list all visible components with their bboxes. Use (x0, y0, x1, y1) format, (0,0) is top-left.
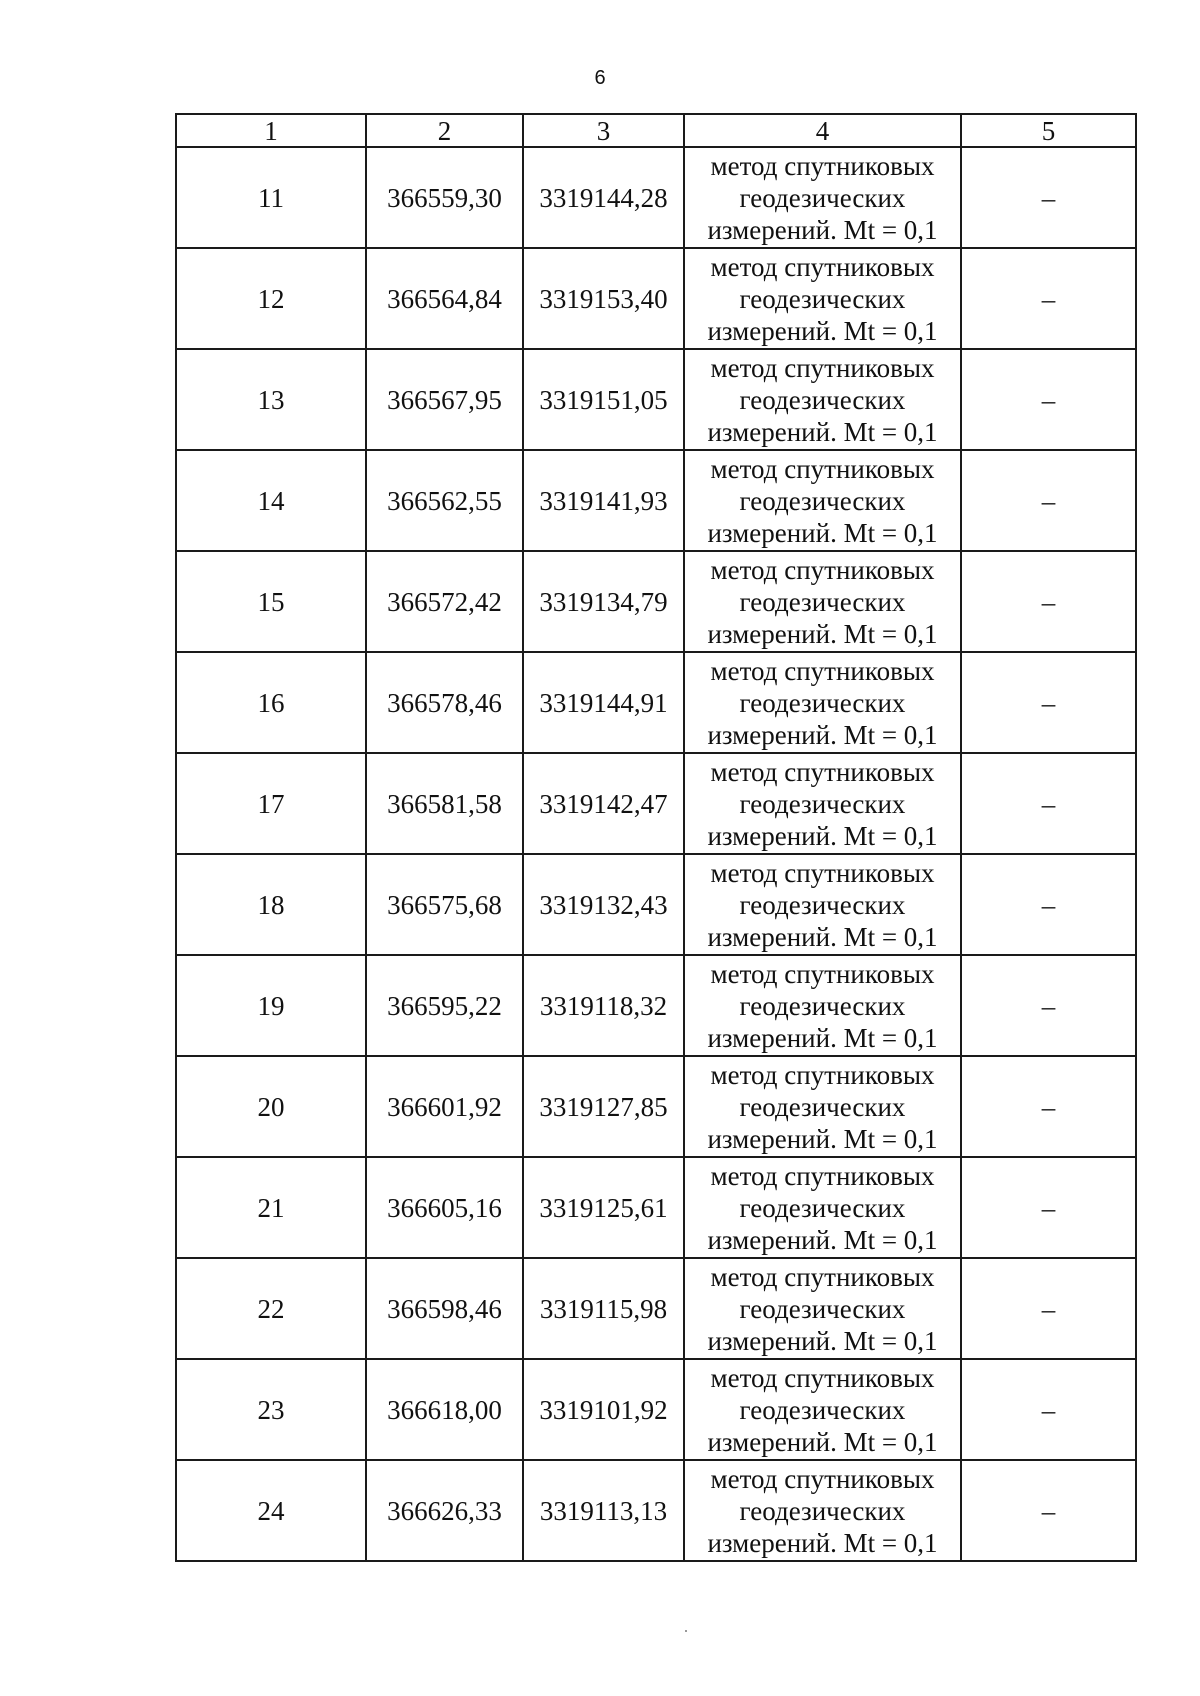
method-line: измерений. Mt = 0,1 (707, 820, 938, 851)
point-number-cell: 13 (176, 349, 366, 450)
method-line: метод спутниковых (710, 453, 935, 484)
method-line: метод спутниковых (710, 1261, 935, 1292)
method-line: геодезических (739, 788, 906, 819)
note-cell: – (961, 551, 1136, 652)
point-number-cell: 24 (176, 1460, 366, 1561)
table-row (176, 854, 1136, 955)
x-coordinate-cell: 366595,22 (366, 955, 523, 1056)
method-line: измерений. Mt = 0,1 (707, 1224, 938, 1255)
method-cell (684, 854, 961, 955)
method-cell (684, 652, 961, 753)
method-cell (684, 753, 961, 854)
note-cell: – (961, 349, 1136, 450)
table-body (176, 147, 1136, 1561)
method-line: метод спутниковых (710, 554, 935, 585)
method-cell (684, 147, 961, 248)
point-number-cell: 23 (176, 1359, 366, 1460)
note-cell: – (961, 1359, 1136, 1460)
x-coordinate-cell: 366598,46 (366, 1258, 523, 1359)
column-header: 5 (961, 114, 1136, 147)
x-coordinate-cell: 366564,84 (366, 248, 523, 349)
method-line: измерений. Mt = 0,1 (707, 921, 938, 952)
method-cell (684, 955, 961, 1056)
y-coordinate-cell: 3319113,13 (523, 1460, 684, 1561)
column-header: 2 (366, 114, 523, 147)
method-line: геодезических (739, 1394, 906, 1425)
method-line: измерений. Mt = 0,1 (707, 416, 938, 447)
y-coordinate-cell: 3319115,98 (523, 1258, 684, 1359)
method-line: геодезических (739, 1293, 906, 1324)
y-coordinate-cell: 3319118,32 (523, 955, 684, 1056)
method-cell (684, 1359, 961, 1460)
table-row (176, 1460, 1136, 1561)
method-line: измерений. Mt = 0,1 (707, 315, 938, 346)
note-cell: – (961, 1460, 1136, 1561)
method-line: измерений. Mt = 0,1 (707, 214, 938, 245)
table-row (176, 450, 1136, 551)
method-line: метод спутниковых (710, 756, 935, 787)
table-row (176, 1359, 1136, 1460)
point-number-cell: 17 (176, 753, 366, 854)
note-cell: – (961, 854, 1136, 955)
method-cell (684, 551, 961, 652)
method-cell (684, 450, 961, 551)
point-number-cell: 11 (176, 147, 366, 248)
method-line: геодезических (739, 1192, 906, 1223)
point-number-cell: 19 (176, 955, 366, 1056)
method-line: метод спутниковых (710, 1059, 935, 1090)
point-number-cell: 20 (176, 1056, 366, 1157)
table-row (176, 955, 1136, 1056)
point-number-cell: 21 (176, 1157, 366, 1258)
method-line: метод спутниковых (710, 958, 935, 989)
method-line: измерений. Mt = 0,1 (707, 719, 938, 750)
table-row (176, 349, 1136, 450)
method-line: метод спутниковых (710, 251, 935, 282)
y-coordinate-cell: 3319132,43 (523, 854, 684, 955)
point-number-cell: 18 (176, 854, 366, 955)
y-coordinate-cell: 3319125,61 (523, 1157, 684, 1258)
x-coordinate-cell: 366626,33 (366, 1460, 523, 1561)
column-header: 4 (684, 114, 961, 147)
point-number-cell: 22 (176, 1258, 366, 1359)
method-line: измерений. Mt = 0,1 (707, 1527, 938, 1558)
method-line: измерений. Mt = 0,1 (707, 1426, 938, 1457)
table-row (176, 1056, 1136, 1157)
method-line: измерений. Mt = 0,1 (707, 1325, 938, 1356)
method-line: метод спутниковых (710, 1463, 935, 1494)
y-coordinate-cell: 3319101,92 (523, 1359, 684, 1460)
method-line: геодезических (739, 283, 906, 314)
method-line: метод спутниковых (710, 1362, 935, 1393)
table-row (176, 551, 1136, 652)
note-cell: – (961, 955, 1136, 1056)
method-line: метод спутниковых (710, 352, 935, 383)
method-line: метод спутниковых (710, 150, 935, 181)
column-header: 1 (176, 114, 366, 147)
scan-speck (685, 1630, 687, 1632)
method-line: измерений. Mt = 0,1 (707, 618, 938, 649)
method-line: геодезических (739, 586, 906, 617)
table-row (176, 1258, 1136, 1359)
method-cell (684, 1157, 961, 1258)
method-line: геодезических (739, 384, 906, 415)
method-cell (684, 248, 961, 349)
method-line: геодезических (739, 889, 906, 920)
note-cell: – (961, 1157, 1136, 1258)
method-cell (684, 349, 961, 450)
note-cell: – (961, 1056, 1136, 1157)
table-row (176, 1157, 1136, 1258)
column-header: 3 (523, 114, 684, 147)
x-coordinate-cell: 366581,58 (366, 753, 523, 854)
x-coordinate-cell: 366605,16 (366, 1157, 523, 1258)
note-cell: – (961, 652, 1136, 753)
table-row (176, 652, 1136, 753)
method-cell (684, 1460, 961, 1561)
table-row (176, 147, 1136, 248)
x-coordinate-cell: 366575,68 (366, 854, 523, 955)
method-line: метод спутниковых (710, 1160, 935, 1191)
method-line: геодезических (739, 990, 906, 1021)
method-line: метод спутниковых (710, 857, 935, 888)
page-number: 6 (594, 67, 606, 89)
point-number-cell: 14 (176, 450, 366, 551)
method-line: измерений. Mt = 0,1 (707, 1123, 938, 1154)
y-coordinate-cell: 3319144,28 (523, 147, 684, 248)
x-coordinate-cell: 366572,42 (366, 551, 523, 652)
x-coordinate-cell: 366601,92 (366, 1056, 523, 1157)
y-coordinate-cell: 3319144,91 (523, 652, 684, 753)
point-number-cell: 15 (176, 551, 366, 652)
note-cell: – (961, 1258, 1136, 1359)
note-cell: – (961, 753, 1136, 854)
method-cell (684, 1258, 961, 1359)
x-coordinate-cell: 366562,55 (366, 450, 523, 551)
method-line: геодезических (739, 1091, 906, 1122)
table-row (176, 753, 1136, 854)
y-coordinate-cell: 3319151,05 (523, 349, 684, 450)
y-coordinate-cell: 3319142,47 (523, 753, 684, 854)
point-number-cell: 12 (176, 248, 366, 349)
x-coordinate-cell: 366618,00 (366, 1359, 523, 1460)
method-line: измерений. Mt = 0,1 (707, 517, 938, 548)
y-coordinate-cell: 3319153,40 (523, 248, 684, 349)
coordinates-table (175, 113, 1137, 1562)
method-cell (684, 1056, 961, 1157)
note-cell: – (961, 450, 1136, 551)
method-line: измерений. Mt = 0,1 (707, 1022, 938, 1053)
method-line: геодезических (739, 485, 906, 516)
point-number-cell: 16 (176, 652, 366, 753)
note-cell: – (961, 248, 1136, 349)
y-coordinate-cell: 3319127,85 (523, 1056, 684, 1157)
table-row (176, 248, 1136, 349)
y-coordinate-cell: 3319141,93 (523, 450, 684, 551)
method-line: геодезических (739, 182, 906, 213)
y-coordinate-cell: 3319134,79 (523, 551, 684, 652)
x-coordinate-cell: 366578,46 (366, 652, 523, 753)
header-row (176, 114, 1136, 147)
method-line: геодезических (739, 1495, 906, 1526)
method-line: метод спутниковых (710, 655, 935, 686)
x-coordinate-cell: 366567,95 (366, 349, 523, 450)
method-line: геодезических (739, 687, 906, 718)
x-coordinate-cell: 366559,30 (366, 147, 523, 248)
note-cell: – (961, 147, 1136, 248)
